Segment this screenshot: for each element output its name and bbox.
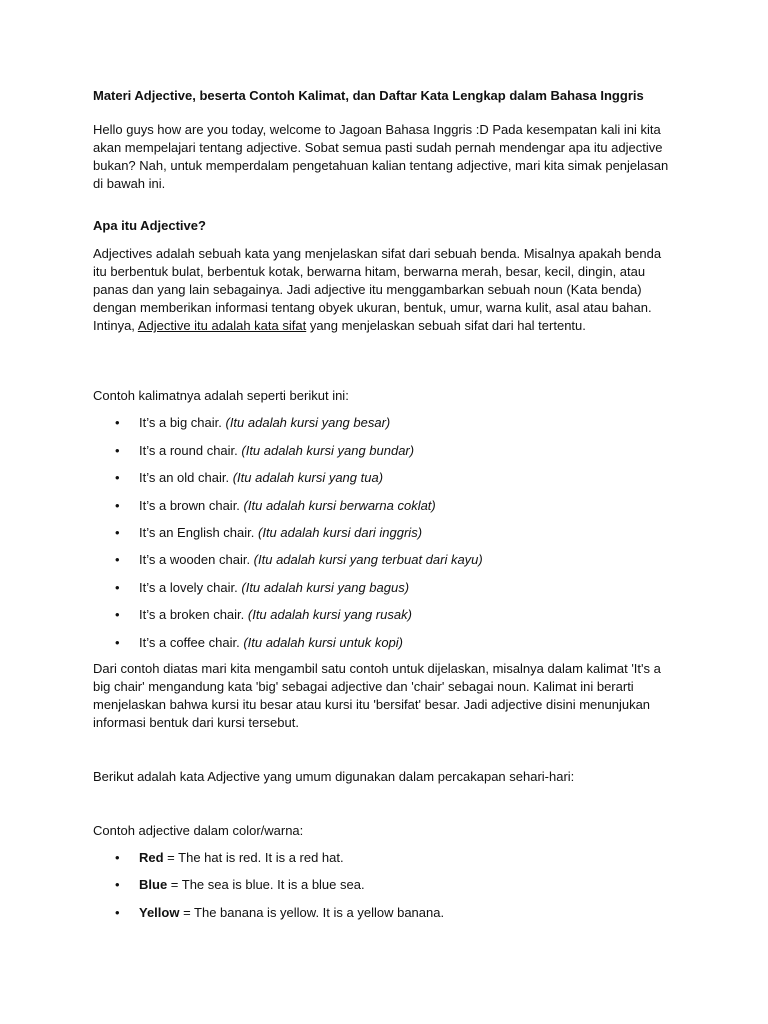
list-item — [93, 442, 678, 460]
list-item — [93, 551, 678, 569]
list-item — [93, 497, 678, 515]
example-translation: (Itu adalah kursi berwarna coklat) — [243, 497, 436, 513]
example-sentence: It’s a lovely chair. — [139, 579, 242, 595]
example-sentence: It’s an old chair. — [139, 470, 233, 486]
list-item — [93, 414, 678, 432]
definition-text-end: yang menjelaskan sebuah sifat dari hal tertentu. — [306, 318, 586, 333]
example-sentence: It’s a broken chair. — [139, 607, 248, 623]
example-translation: (Itu adalah kursi yang bundar) — [241, 442, 415, 458]
example-sentence: It’s a brown chair. — [139, 497, 244, 513]
example-sentence: It’s a coffee chair. — [139, 634, 244, 650]
color-sentence: = The sea is blue. It is a blue sea. — [167, 877, 365, 893]
example-translation: (Itu adalah kursi dari inggris) — [258, 524, 423, 540]
document-page — [93, 87, 678, 922]
color-adjectives-intro: Contoh adjective dalam color/warna: — [93, 822, 304, 838]
examples-list — [93, 414, 678, 651]
definition-underlined-text: Adjective itu adalah kata sifat — [137, 318, 307, 333]
explanation-paragraph: Dari contoh diatas mari kita mengambil satu contoh untuk dijelaskan, misalnya dalam kalimat 'It's a big chair' mengandung kata 'big' sebagai adjective dan 'chair' sebagai noun. Kalimat ini berarti menjelaskan bahwa kursi itu besar atau kursi itu 'bersifat' besar. Jadi adjective disini menunjukan informasi bentuk dari kursi tersebut. — [93, 660, 661, 730]
bullet-icon: • — [115, 415, 120, 431]
list-item — [93, 469, 678, 487]
color-list — [93, 849, 678, 922]
definition-text: Adjectives adalah sebuah kata yang menjelaskan sifat dari sebuah benda. Misalnya apakah benda itu berbentuk bulat, berbentuk kotak, berwarna hitam, berwarna merah, besar, kecil, dingin, atau panas dan yang lain sebagainya. Jadi adjective itu menggambarkan sebuah noun (Kata benda) dengan memberikan informasi tentang obyek ukuran, bentuk, umur, warna kulit, asal atau bahan. Intinya, — [93, 246, 662, 333]
color-word: Yellow — [139, 904, 180, 920]
example-translation: (Itu adalah kursi yang tua) — [232, 470, 384, 486]
color-word: Blue — [139, 877, 168, 893]
list-item — [93, 849, 678, 867]
definition-paragraph — [93, 245, 678, 335]
color-sentence: = The banana is yellow. It is a yellow banana. — [179, 904, 445, 920]
intro-paragraph: Hello guys how are you today, welcome to Jagoan Bahasa Inggris :D Pada kesempatan kali ini kita akan mempelajari tentang adjective. Sobat semua pasti sudah pernah mendengar apa itu adjective bukan? Nah, untuk memperdalam pengetahuan kalian tentang adjective, mari kita simak penjelasan di bawah ini. — [93, 122, 669, 191]
example-translation: (Itu adalah kursi yang bagus) — [241, 579, 410, 595]
list-item — [93, 579, 678, 597]
example-translation: (Itu adalah kursi untuk kopi) — [243, 634, 404, 650]
bullet-icon: • — [115, 849, 120, 865]
example-translation: (Itu adalah kursi yang terbuat dari kayu) — [253, 552, 483, 568]
example-translation: (Itu adalah kursi yang rusak) — [247, 607, 412, 623]
bullet-icon: • — [115, 470, 120, 486]
bullet-icon: • — [115, 634, 120, 650]
example-sentence: It’s a wooden chair. — [139, 552, 254, 568]
list-item — [93, 524, 678, 542]
color-sentence: = The hat is red. It is a red hat. — [163, 849, 344, 865]
example-translation: (Itu adalah kursi yang besar) — [225, 415, 391, 431]
bullet-icon: • — [115, 524, 120, 540]
list-item — [93, 606, 678, 624]
example-sentence: It’s a big chair. — [139, 415, 226, 431]
bullet-icon: • — [115, 607, 120, 623]
list-item — [93, 904, 678, 922]
bullet-icon: • — [115, 877, 120, 893]
examples-intro: Contoh kalimatnya adalah seperti berikut ini: — [93, 388, 349, 403]
document-title: Materi Adjective, beserta Contoh Kalimat, dan Daftar Kata Lengkap dalam Bahasa Inggris — [93, 88, 644, 103]
list-item — [93, 634, 678, 652]
list-item — [93, 876, 678, 894]
bullet-icon: • — [115, 904, 120, 920]
bullet-icon: • — [115, 579, 120, 595]
example-sentence: It’s a round chair. — [139, 442, 242, 458]
example-sentence: It’s an English chair. — [139, 524, 258, 540]
bullet-icon: • — [115, 552, 120, 568]
color-word: Red — [139, 849, 164, 865]
section-heading: Apa itu Adjective? — [93, 218, 206, 233]
bullet-icon: • — [115, 497, 120, 513]
bullet-icon: • — [115, 442, 120, 458]
common-adjectives-intro: Berikut adalah kata Adjective yang umum digunakan dalam percakapan sehari-hari: — [93, 768, 575, 784]
